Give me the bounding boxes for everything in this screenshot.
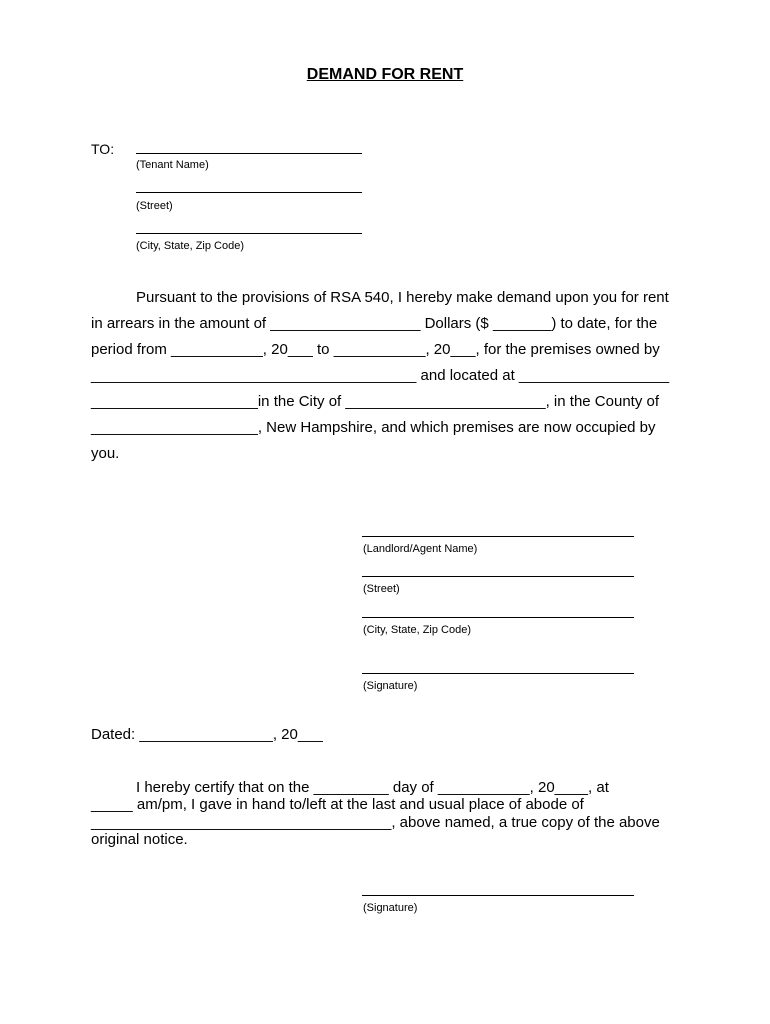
cert-line-1: I hereby certify that on the _________ day of ___________, 20____, at xyxy=(136,779,609,796)
tenant-city-line[interactable] xyxy=(136,233,362,234)
landlord-name-caption: (Landlord/Agent Name) xyxy=(363,543,478,555)
tenant-street-caption: (Street) xyxy=(136,200,173,212)
tenant-name-caption: (Tenant Name) xyxy=(136,159,209,171)
dated-line: Dated: ________________, 20___ xyxy=(91,726,323,743)
body-line-2: in arrears in the amount of __________________ Dollars ($ _______) to date, for the xyxy=(91,315,658,332)
cert-line-4: original notice. xyxy=(91,831,188,848)
landlord-street-caption: (Street) xyxy=(363,583,400,595)
landlord-signature-caption: (Signature) xyxy=(363,680,418,692)
to-label: TO: xyxy=(91,141,115,157)
landlord-street-line[interactable] xyxy=(362,576,634,577)
landlord-signature-line[interactable] xyxy=(362,673,634,674)
cert-signature-caption: (Signature) xyxy=(363,902,418,914)
body-line-1: Pursuant to the provisions of RSA 540, I hereby make demand upon you for rent xyxy=(136,289,669,306)
landlord-city-line[interactable] xyxy=(362,617,634,618)
landlord-city-caption: (City, State, Zip Code) xyxy=(363,624,471,636)
body-line-7: you. xyxy=(91,445,120,462)
body-line-6: ____________________, New Hampshire, and which premises are now occupied by xyxy=(91,419,656,436)
tenant-street-line[interactable] xyxy=(136,192,362,193)
body-line-4: _______________________________________ and located at __________________ xyxy=(91,367,670,384)
tenant-name-line[interactable] xyxy=(136,153,362,154)
landlord-name-line[interactable] xyxy=(362,536,634,537)
cert-line-2: _____ am/pm, I gave in hand to/left at the last and usual place of abode of xyxy=(91,796,584,813)
cert-signature-line[interactable] xyxy=(362,895,634,896)
tenant-city-caption: (City, State, Zip Code) xyxy=(136,240,244,252)
body-line-3: period from ___________, 20___ to ___________, 20___, for the premises owned by xyxy=(91,341,660,358)
body-line-5: ____________________in the City of ________________________, in the County of xyxy=(91,393,660,410)
document-title: DEMAND FOR RENT xyxy=(306,66,464,83)
cert-line-3: ____________________________________, above named, a true copy of the above xyxy=(91,814,660,831)
